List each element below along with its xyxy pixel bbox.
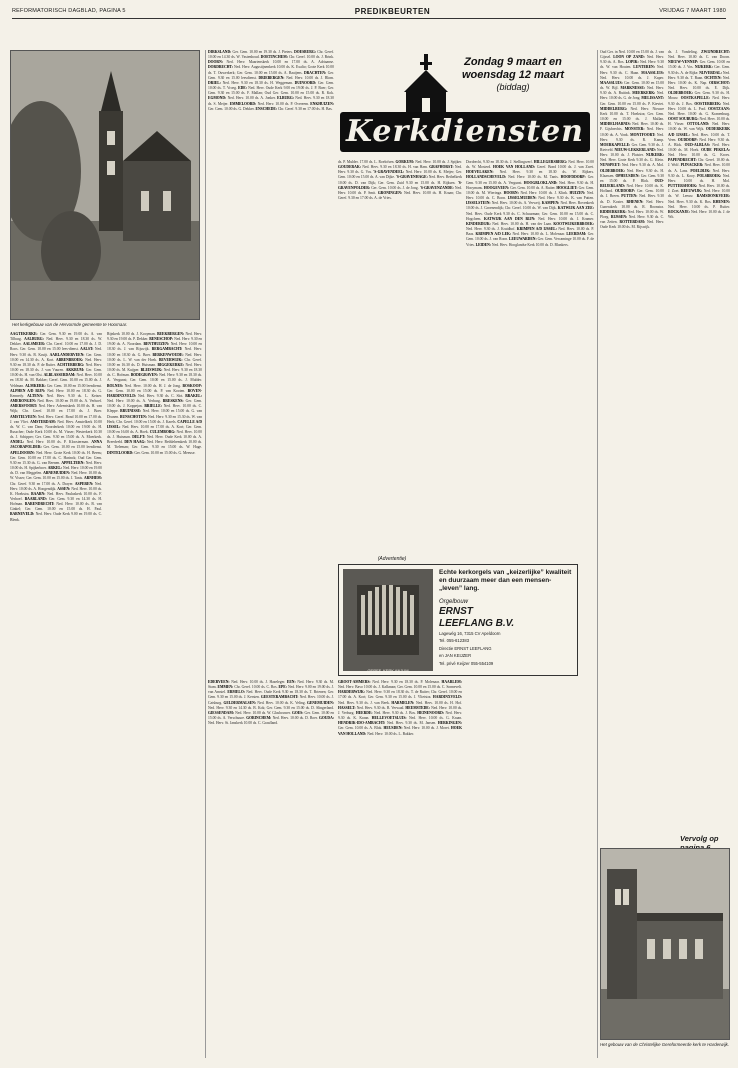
- church-illustration: [11, 51, 199, 319]
- bottom-photo-caption: Het gebouw van de Christelijke Gereformeerde kerk te Harderwijk.: [600, 1042, 730, 1047]
- column-4-upper-text: ds. P. Mulder. 17.00 ds. L. Roelofsen. GORKUM: Ned. Herv. 10.00 ds. J. Spijker. GOUDERAK: Ned. Herv. 9.30 en 18.30 ds. H. van Ham. GRAFHORST: Ned. Herv. 9.30 ds. G. Vos. 'S-GRAVENDEEL: Ned. Herv. 10.00 ds. K. Meijer; Ger. Gem. 10.00 en 15.00 ds. A. van Dijke. 'S-GRAVENHAGE: Ned. Herv. Bethelkerk 10.00 ds. D. van Dijk; Ger. Gem. Zuid 9.30 en 15.00 ds. H. Rijksen. 'S-GRAVENPOLDER: Ger. Gem. 10.00 ds. J. de Jong. 'S-GRAVENZANDE: Ned. Herv. 10.00 ds. P. Smit. GRONINGEN: Ned. Herv. 10.00 ds. H. Kraan; Chr. Geref. 9.30 en 17.00 ds. A. de Vries.: [338, 160, 462, 201]
- church-photo-harderwijk: [600, 848, 730, 1040]
- organ-photo-caption: GEREF. KERK ANJUM: [367, 668, 409, 673]
- ad-subhead: Orgelbouw: [439, 599, 469, 605]
- ad-contact-1: Directie ERNST LEEFLANG: [439, 645, 492, 651]
- banner-biddag: (biddag): [496, 82, 530, 92]
- column-4-lower: [338, 680, 462, 1055]
- column-4-upper: [338, 160, 462, 550]
- column-4-lower-text: GROOT-AMMERS: Ned. Herv. 9.30 en 18.30 ds. P. Molenaar. HAARLEM: Ned. Herv. Bavo 10.00 ds. J. Kalkman; Ger. Gem. 10.00 en 15.00 ds. C. Sonnevelt. HARDERWIJK: Ned. Herv. 9.30 en 18.30 ds. T. de Ruiter; Chr. Geref. 10.00 en 17.00 ds. A. Kort; Ger. Gem. 9.30 en 15.00 ds. J. Vlietstra. HARDINXVELD: Ned. Herv. 9.30 ds. J. van Beek. HARMELEN: Ned. Herv. 10.00 ds. H. Hof. HASSELT: Ned. Herv. 9.30 ds. B. Verwaal. HEEMSTEDE: Ned. Herv. 10.00 ds. J. Verburg. HEERDE: Ned. Herv. 9.30 ds. J. Bos. HEINENOORD: Ned. Herv. 9.30 ds. K. Kraan. HELLEVOETSLUIS: Ned. Herv. 10.00 ds. G. Kraan. HENDRIK-IDO-AMBACHT: Ned. Herv. 9.30 ds. M. Jansen. HERKINGEN: Ger. Gem. 10.00 ds. A. Blok. HEUSDEN: Ned. Herv. 10.00 ds. J. Moret. HOEK VAN HOLLAND: Ned. Herv. 10.00 ds. L. Bakker.: [338, 680, 462, 736]
- organ-photo: [343, 569, 433, 671]
- organ-illustration: [343, 569, 433, 671]
- column-1: [10, 332, 102, 1054]
- column-1-text: AAGTEKERKE: Ger. Gem. 9.30 en 19.00 ds. A. van Tilburg. AALBURG: Ned. Herv. 9.30 en 18.30 ds. W. Dekker. AALSMEER: Chr. Geref. 10.00 en 17.00 ds. J. D. Roos. Ger. Gem. 10.00 en 15.00 lees-dienst. AALST: Ned. Herv. 9.30 ds. B. Kruijt. AARLANDERVEEN: Ger. Gem. 10.00 en 14.30 ds. A. Kort. ABBENBROEK: Ned. Herv. 9.30 en 18.30 ds. P. de Ruiter. ACHTERBERG: Ned. Herv. 10.00 en 18.30 ds. J. van Vuuren. AKKRUM: Ger. Gem. 10.00 ds. H. van Olst. ALBLASSERDAM: Ned. Herv. 10.00 en 18.30 ds. M. Bakker; Geref. Gem. 10.00 en 15.00 ds. J. Veldman. ALMKERK: Ger. Gem. 10.00 en 15.00 leesdienst. ALPHEN A/D RIJN: Ned. Herv. 10.00 en 18.30 ds. G. Kennedy. ALTENA: Ned. Herv. 9.30 ds. L. Keizer. AMERONGEN: Ned. Herv. 10.00 en 19.00 ds. A. Verhoef. AMERSFOORT: Ned. Herv. Adventskerk 10.00 ds. H. van Wijk; Chr. Geref. 10.00 en 17.00 ds. J. Boer. AMSTELVEEN: Ned. Herv. Geref. Bond 10.00 en 17.00 ds. J. van Vliet. AMSTERDAM: Ned. Herv. Amstelkerk 10.00 ds. W. C. van Dam; Noorderkerk 10.00 en 19.00 ds. H. Russcher; Oude Kerk 10.00 ds. M. Visser; Westerkerk 10.30 ds. J. Schipper; Ger. Gem. 9.30 en 15.00 ds. A. Moerkerk. ANDEL: Ned. Herv. 10.00 ds. P. Kloosterman. ANNA JACOBAPOLDER: Ger. Gem. 10.00 en 15.00 leesdienst. APELDOORN: Ned. Herv. Grote Kerk 10.00 ds. H. Beens; Ger. Gem. 10.00 en 17.00 ds. C. Harinck; Oud Ger. Gem. 9.30 en 15.30 ds. G. van Reenen. APPELTERN: Ned. Herv. 10.00 ds. H. Spijkerboer. ARKEL: Ned. Herv. 10.00 en 19.00 ds. D. van Meggelen. ARNEMUIDEN: Ned. Herv. 10.00 ds. W. Visser; Ger. Gem. 10.00 en 15.00 ds. J. Tanis. ARNHEM: Chr. Geref. 9.30 en 17.00 ds. A. Drayer. ASPEREN: Ned. Herv. 10.00 ds. A. Hoogendijk. ASSEN: Ned. Herv. 10.00 ds. K. Hoekstra. BAARN: Ned. Herv. Pauluskerk 10.00 ds. F. Verhoef. BAARLAND: Ger. Gem. 9.30 en 14.30 ds. H. Hofman. BARENDRECHT: Ned. Herv. 10.00 ds. B. van Ginkel; Ger. Gem. 10.00 en 15.00 ds. H. Paul. BARNEVELD: Ned. Herv. Oude Kerk 9.00 en 19.00 ds. C. Blenk.: [10, 332, 102, 522]
- column-7: [668, 50, 730, 830]
- section-title: PREDIKBEURTEN: [354, 6, 431, 16]
- header-left: REFORMATORISCH DAGBLAD, PAGINA 5: [12, 8, 126, 14]
- orgelbouw-advertisement: [338, 564, 578, 676]
- advertisement-tag: (Advertentie): [377, 556, 407, 562]
- column-2-text: Rijnkerk 10.00 ds. J. Kooyman. BEEKBERGEN: Ned. Herv. 9.30 en 19.00 ds. P. Dekker. BENESCHOP: Ned. Herv. 9.30 en 19.00 ds. A. Noordam. BENTHUIZEN: Ned. Herv. 10.00 en 18.30 ds. J. van Rijswijk. BERGAMBACHT: Ned. Herv. 10.00 en 18.30 ds. G. Boer. BERKENWOUDE: Ned. Herv. 10.00 ds. L. W. van der Hoek. BEVERWIJK: Chr. Geref. 10.00 en 16.30 ds. D. Huisman. BIGGEKERKE: Ned. Herv. 10.00 ds. M. Kuijper. BLEISWIJK: Ned. Herv. 9.30 en 18.30 ds. C. Hofman. BODEGRAVEN: Ned. Herv. 9.30 en 18.30 ds. A. Vergunst; Ger. Gem. 10.00 en 15.00 ds. J. Mulder. BOLNES: Ned. Herv. 10.00 ds. H. J. de Jong. BOSKOOP: Ger. Gem. 10.00 en 15.00 ds. P. van Kooten. BOVEN-HARDINXVELD: Ned. Herv. 9.30 ds. C. Slot. BRAKEL: Ned. Herv. 10.00 ds. A. Verburg. BRESKENS: Ger. Gem. 10.00 ds. J. Koppejan. BRIELLE: Ned. Herv. 10.00 ds. C. Kleppe. BRUINISSE: Ned. Herv. 10.00 en 15.00 ds. G. van Drunen. BUNSCHOTEN: Ned. Herv. 9.30 en 15.30 ds. W. van Herk; Chr. Geref. 10.00 en 15.00 ds. J. Karels. CAPELLE A/D IJSSEL: Ned. Herv. 10.00 en 17.00 ds. A. Kort; Ger. Gem. 10.00 en 16.00 ds. A. Hoek. CULEMBORG: Ned. Herv. 10.00 ds. J. Huisman. DELFT: Ned. Herv. Oude Kerk 10.00 ds. A. Breedveld. DEN HAAG: Ned. Herv. Bethlehemkerk 10.00 ds. M. Tieleman; Ger. Gem. 9.30 en 15.00 ds. W. Hage. DINTELOORD: Ger. Gem. 10.00 en 15.00 ds. G. Meeuse.: [107, 332, 202, 455]
- column-7-text: ds. J. Vondeling. ZWIJNDRECHT: Ned. Herv. 10.00 ds. C. van Doorn. NIEUW-VENNEP: Ger. Gem. 10.00 en 15.00 ds. J. Vos. NIJKERK: Ger. Gem. 9.30 ds. A. de Rijke. NIJVERDAL: Ned. Herv. 9.30 ds. T. Baan. OCHTEN: Ned. Herv. 10.00 ds. K. Nap. OIRSCHOT: Ned. Herv. 10.00 ds. E. Dijk. OLDEBROEK: Ger. Gem. 9.30 ds. H. Mouw. OOSTKAPELLE: Ned. Herv. 9.30 ds. J. Bos. OOSTERBEEK: Ned. Herv. 10.00 ds. L. Pool. OOSTZAAN: Ned. Herv. 10.00 ds. G. Kranenburg. OOST SOUBURG: Ned. Herv. 10.00 ds. H. Visser. OTTOLAND: Ned. Herv. 10.00 ds. W. van Wijk. OUDERKERK A/D IJSSEL: Ned. Herv. 10.00 ds. T. Veen. OUDDORP: Ned. Herv. 9.30 ds. A. Blok. OUD-ALBLAS: Ned. Herv. 10.00 ds. M. Hoek. OUDE PEKELA: Ned. Herv. 10.00 ds. G. Kroes. PAPENDRECHT: Chr. Geref. 10.00 ds. J. Wolf. PIJNACKER: Ned. Herv. 10.00 ds. A. Lans. POELDIJK: Ned. Herv. 9.30 ds. L. Kooy. POLSBROEK: Ned. Herv. 10.00 ds. H. Mol. PUTTERSHOEK: Ned. Herv. 10.00 ds. J. Zoet. REEUWIJK: Ned. Herv. 10.00 ds. W. Leeuw. RAMSDONKVEER: Ned. Herv. 9.30 ds. K. Bos. RHENEN: Ned. Herv. 10.00 ds. P. Ruiter. ROCKANJE: Ned. Herv. 10.00 ds. J. de Wit.: [668, 50, 730, 219]
- ad-address: Lagewég 16, 7315 CV Apeldoorn: [439, 631, 501, 636]
- banner-line-2: woensdag 12 maart: [461, 68, 565, 81]
- banner-title: Kerkdiensten: [340, 112, 590, 152]
- ad-company-name-2: LEEFLANG B.V.: [439, 618, 515, 629]
- column-5-text: Dordrecht, 9.30 en 18.30 ds. J. Stellingwerf. HILLEGERSBERG: Ned. Herv. 10.00 ds. W. Mosterd. HOEK VAN HOLLAND: Geref. Bond 10.00 ds. J. van Zwet. HOEVELAKEN: Ned. Herv. 9.30 en 18.30 ds. W. Rijkers. HOLLANDSCHEVELD: Ned. Herv. 10.00 ds. M. Tanis. HOOFDDORP: Ger. Gem. 9.30 en 15.00 ds. A. Vergunst. HOOGBLOKLAND: Ned. Herv. 9.30 ds. H. Hooymans. HOOGEVEEN: Ger. Gem. 10.00 ds. A. Ruiter. HOOGLIET: Ger. Gem. 10.00 ds. M. Wieringa. HOORN: Ned. Herv. 10.00 ds. J. Klink. HUIZEN: Ned. Herv. 10.00 ds. C. Boon. IJSSELMUIDEN: Ned. Herv. 9.30 ds. K. van Putten. IJSSELSTEIN: Ned. Herv. 10.00 ds. A. Verweij. KAMPEN: Ned. Herv. Bovenkerk 10.00 ds. J. Groenendijk; Chr. Geref. 10.00 ds. W. van Dijk. KATWIJK AAN ZEE: Ned. Herv. Oude Kerk 9.30 ds. C. Schuurman; Ger. Gem. 10.00 en 15.00 ds. C. Hogchem. KATWIJK AAN DEN RIJN: Ned. Herv. 10.00 ds. J. Kramer. KINDERDIJK: Ned. Herv. 10.00 ds. H. van der Laan. KOOTWIJKERBROEK: Ned. Herv. 9.30 ds. J. Kruidhof. KRIMPEN A/D IJSSEL: Ned. Herv. 10.00 ds. P. Baas. KRIMPEN A/D LEK: Ned. Herv. 10.00 ds. L. Molenaar. LEERDAM: Ger. Gem. 10.00 ds. J. van Roon. LEEUWARDEN: Ger. Gem. Vercaminge 10.00 ds. F. de Vries. LEIDEN: Ned. Herv. Hooglandse Kerk 10.00 ds. D. Blankers.: [466, 160, 594, 247]
- ad-phone: Tel. 055-612383: [439, 638, 470, 644]
- top-photo-caption: Het kerkgebouw van de Hervormde gemeente te Hoornaar.: [12, 322, 128, 327]
- column-rule: [597, 50, 598, 1058]
- advertisement-text: [439, 569, 573, 666]
- ad-headline: Echte kerkorgels van „keizerlijke” kwaliteit en duurzaam meer dan een mensen-„leven” lang.: [439, 569, 572, 592]
- kerkdiensten-banner: [338, 52, 594, 156]
- church-photo-hoornaar: [10, 50, 200, 320]
- column-3-upper-text: DIRKSLAND: Ger. Gem. 10.00 en 19.30 ds. J. Pieters. DOESBURG: Chr. Geref. 10.00 en 14.30 ds. W. Vastenhoud. DOETINCHEM: Chr. Geref. 10.00 ds. J. Brink. DOORN: Ned. Herv. Maartenskerk 10.00 en 17.00 ds. A. Adriaanse. DORDRECHT: Ned. Herv. Augustijnenkerk 10.00 ds. K. Exalto; Grote Kerk 10.00 ds. T. Ouwerkerk; Ger. Gem. 10.00 en 15.00 ds. A. Baaijens. DRACHTEN: Ger. Gem. 9.30 en 15.00 leesdienst. DRIEBERGEN: Ned. Herv. 10.00 ds. J. Blom. DRIEL: Ned. Herv. 9.30 en 18.30 ds. H. Weggeman. DUINOORD: Ger. Gem. 10.00 ds. T. Vroeg. EDE: Ned. Herv. Oude Kerk 9.00 en 19.00 ds. J. P. Boer; Ger. Gem. 9.30 en 15.00 ds. F. Mallan; Oud Ger. Gem. 10.00 en 15.00 ds. R. Kok. EGMOND: Ned. Herv. 10.00 ds. A. Jonker. ELBURG: Ned. Herv. 9.30 en 18.30 ds. S. Meijer. EMMELOORD: Ned. Herv. 10.00 ds. P. Overeem. ENKHUIZEN: Ger. Gem. 10.00 ds. G. Dekker. ENSCHEDE: Chr. Geref. 9.30 en 17.00 ds. H. Bas.: [208, 50, 334, 111]
- column-3-upper: [208, 50, 334, 555]
- column-6-text: Oud Ger. in Ned. 10.00 en 15.00 ds. J. van Gijssel. LOON OP ZAND: Ned. Herv. 9.30 ds. A. Bos. LOPIK: Ned. Herv. 9.30 ds. W. van Houten. LUNTEREN: Ned. Herv. 9.30 ds. C. Haan. MAASSLUIS: Ned. Herv. 10.00 ds. J. Kaper. MAASSLUIS: Ger. Gem. 10.00 en 15.00 ds. W. Bijl. MARKNESSE: Ned. Herv. 9.30 ds. A. Buitink. MEERKERK: Ned. Herv. 10.00 ds. G. de Jong. MELISSANT: Ger. Gem. 10.00 en 15.00 ds. P. Kieviet. MIDDELBURG: Ned. Herv. Nieuwe Kerk 10.00 ds. T. Hoekstra; Ger. Gem. 10.00 en 15.00 ds. J. Mallan. MIDDELHARNIS: Ned. Herv. 10.00 ds. F. Gijsbrechts. MONSTER: Ned. Herv. 10.00 ds. A. Vonk. MONTFOORT: Ned. Herv. 9.30 ds. R. Kamp. MOERKAPELLE: Ger. Gem. 9.30 ds. J. Rietveld. NIEUW-LEKKERLAND: Ned. Herv. 10.00 ds. J. Plaisier. NIJKERK: Ned. Herv. Grote Kerk 9.30 ds. G. Klein. NUNSPEET: Ned. Herv. 9.30 ds. A. Mol. OLDEBROEK: Ned. Herv. 9.30 ds. H. Klaassen. OPHEUSDEN: Ger. Gem. 9.30 en 15.00 ds. P. Blok. OUD-BEIJERLAND: Ned. Herv. 10.00 ds. K. Hofland. OUDDORP: Ger. Gem. 10.00 ds. J. Breen. PUTTEN: Ned. Herv. 9.30 ds. D. Koster. RHENEN: Ned. Herv. Cunerakerk 10.00 ds. R. Boonstra. RIDDERKERK: Ned. Herv. 10.00 ds. W. Ploeg. RIJSSEN: Ned. Herv. 9.30 ds. C. van Zetten. ROTTERDAM: Ned. Herv. Oude Kerk 10.00 ds. M. Rijswijk.: [600, 50, 664, 230]
- ad-contact-2: en JAN KEIJZER: [439, 653, 472, 659]
- column-3-lower-text: EDERVEEN: Ned. Herv. 10.00 ds. J. Hazeleger. EEN: Ned. Herv. 9.30 ds. M. Stam. EMMEN: Chr. Geref. 10.00 ds. C. Bos. EPE: Ned. Herv. 9.00 en 19.00 ds. J. van Amstel. ERMELO: Ned. Herv. Oude Kerk 9.30 en 18.30 ds. T. Brienen; Ger. Gem. 9.30 en 15.00 ds. J. Kersten. GEESTERAMBACHT: Ned. Herv. 10.00 ds. J. Catsburg. GELDERMALSEN: Ned. Herv. 10.00 ds. K. Veling. GENEMUIDEN: Ned. Herv. 9.30 en 14.30 ds. B. Kok; Ger. Gem. 9.30 en 15.00 ds. D. Slingerland. GIESSENDAM: Ned. Herv. 10.00 ds. W. Glashouwer. GOES: Ger. Gem. 10.00 en 15.00 ds. A. Verschuure. GORINCHEM: Ned. Herv. 10.00 ds. D. Boer. GOUDA: Ned. Herv. St. Janskerk 10.00 ds. C. Graafland.: [208, 680, 334, 726]
- banner-line-1: Zondag 9 maart en: [464, 56, 562, 68]
- ad-company-name-1: ERNST: [439, 606, 473, 617]
- column-2: [107, 332, 202, 1054]
- banner-dates: [438, 56, 588, 81]
- continued-on-page: Vervolg op: [680, 834, 719, 843]
- church-building-illustration: [601, 849, 729, 1039]
- column-3-lower: [208, 680, 334, 1055]
- ad-contact-3: Tel. privé Keijzer 055-554109: [439, 660, 494, 666]
- column-rule: [205, 50, 206, 1058]
- column-6: [600, 50, 664, 850]
- page-header: [12, 4, 726, 19]
- header-date: VRIJDAG 7 MAART 1980: [659, 8, 726, 14]
